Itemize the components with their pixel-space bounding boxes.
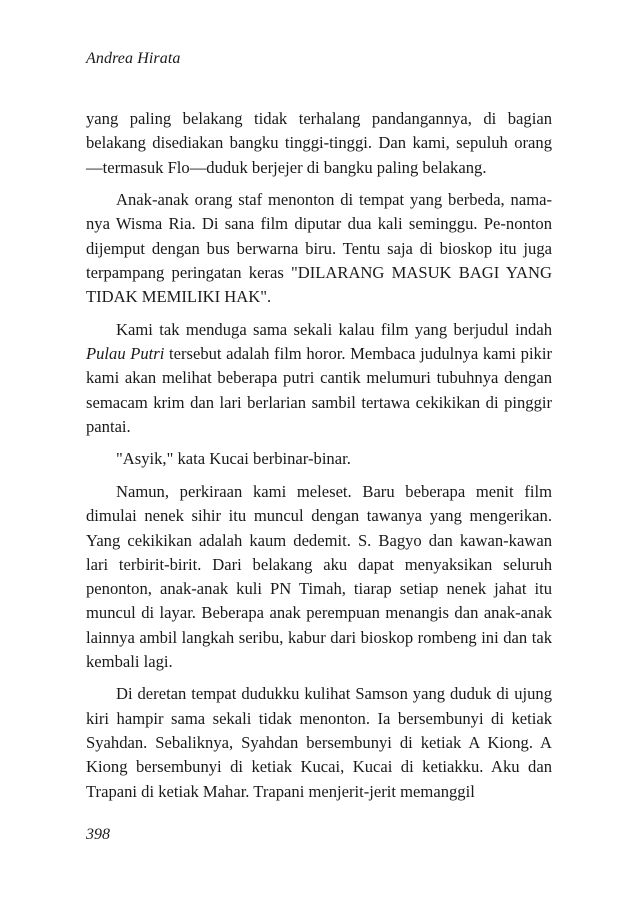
page-number: 398 bbox=[86, 826, 110, 843]
paragraph-2: Anak-anak orang staf menonton di tempat yang berbeda, nama-nya Wisma Ria. Di sana film diputar dua kali seminggu. Pe-nonton dijemput dengan bus berwarna biru. Tentu saja di bioskop itu juga terpampang peringatan keras "DILARANG MASUK BAGI YANG TIDAK MEMILIKI HAK". bbox=[86, 190, 552, 307]
paragraph-4: "Asyik," kata Kucai berbinar-binar. bbox=[116, 449, 351, 469]
paragraph-3-rest: tersebut adalah film horor. Membaca judulnya kami pikir kami akan melihat beberapa putri cantik melumuri tubuhnya dengan semacam krim dan lari berlarian sambil tertawa cekikikan di pinggir pantai. bbox=[86, 344, 552, 436]
body-text bbox=[86, 107, 552, 812]
film-title: Pulau Putri bbox=[86, 344, 165, 364]
paragraph-5: Namun, perkiraan kami meleset. Baru beberapa menit film dimulai nenek sihir itu muncul dengan tawanya yang mengerikan. Yang cekikikan adalah kaum dedemit. S. Bagyo dan kawan-kawan lari terbirit-birit. Dari belakang aku dapat menyaksikan seluruh penonton, anak-anak kuli PN Timah, tiarap setiap nenek jahat itu muncul di layar. Beberapa anak perempuan menangis dan anak-anak lainnya ambil langkah seribu, kabur dari bioskop rombeng ini dan tak kembali lagi. bbox=[86, 481, 552, 671]
running-head-author: Andrea Hirata bbox=[86, 50, 181, 67]
paragraph-1: yang paling belakang tidak terhalang pandangannya, di bagian belakang disediakan bangku tinggi-tinggi. Dan kami, sepuluh orang—termasuk Flo—duduk berjejer di bangku paling belakang. bbox=[86, 109, 552, 177]
paragraph-3-lead: Kami tak menduga sama sekali kalau film yang berjudul indah bbox=[116, 319, 552, 339]
paragraph-3 bbox=[86, 318, 552, 439]
paragraph-6: Di deretan tempat dudukku kulihat Samson yang duduk di ujung kiri hampir sama sekali tidak menonton. Ia bersembunyi di ketiak Syahdan. Sebaliknya, Syahdan bersembunyi di ketiak A Kiong. A Kiong bersembunyi di ketiak Kucai, Kucai di ketiakku. Aku dan Trapani di ketiak Mahar. Trapani menjerit-jerit memanggil bbox=[86, 684, 552, 801]
